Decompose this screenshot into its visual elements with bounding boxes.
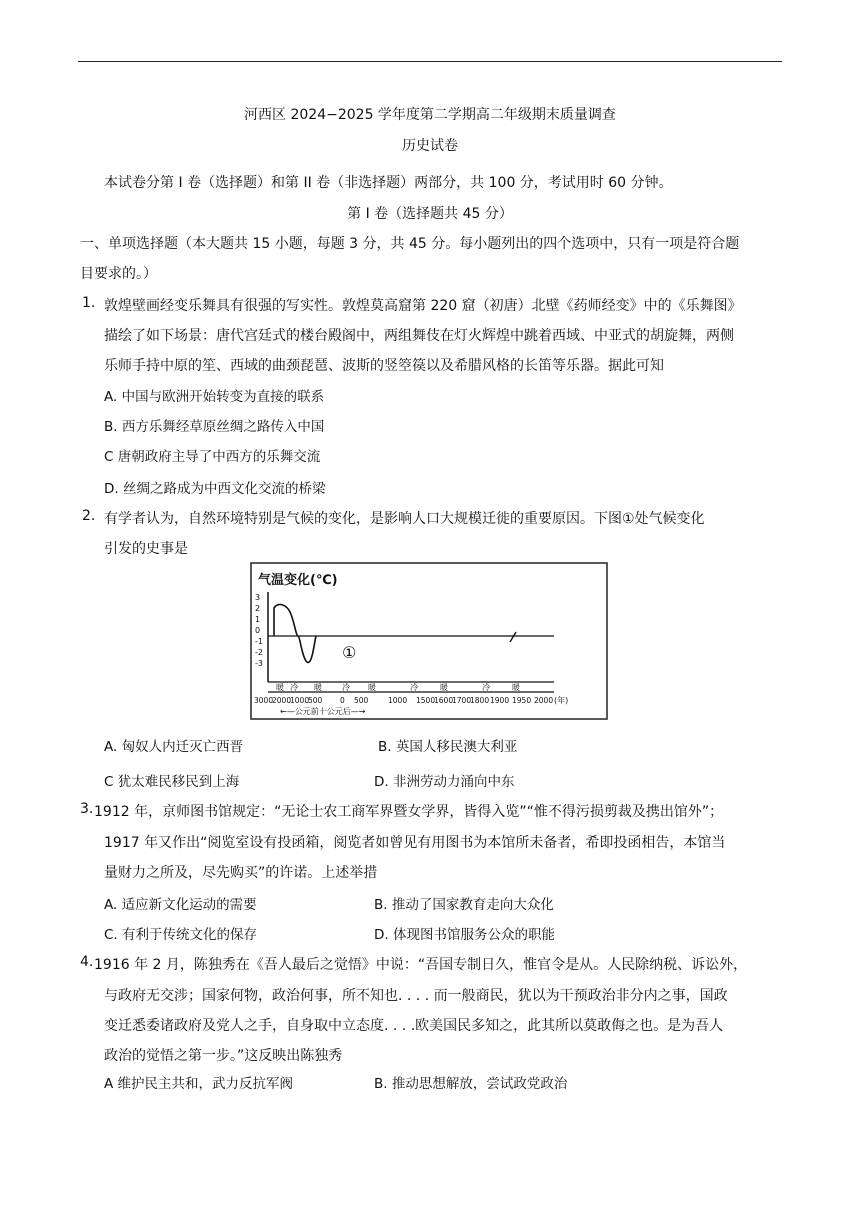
exam-title: 河西区 2024−2025 学年度第二学期高二年级期末质量调查 [244, 107, 616, 123]
y-tick-label: 0 [255, 626, 261, 635]
x-tick-label: 1900 [490, 696, 510, 705]
period-label: 暖 [276, 683, 284, 692]
x-tick-label: 1000 [388, 696, 408, 705]
question-4-line-2: 与政府无交涉；国家何物，政治何事，所不知也. . . . 而一般商民，犹以为干预政治非分内之事，国政 [104, 988, 728, 1004]
x-tick-label: 1600 [434, 696, 454, 705]
question-4-line-4: 政治的觉悟之第一步。”这反映出陈独秀 [104, 1048, 343, 1064]
top-rule [78, 61, 782, 62]
question-2-number: 2. [82, 508, 96, 524]
x-tick-label: 1000 [290, 696, 310, 705]
period-label: 冷 [342, 683, 350, 692]
question-1-option-b[interactable]: B. 西方乐舞经草原丝绸之路传入中国 [104, 419, 325, 435]
period-label: 冷 [482, 683, 490, 692]
x-tick-label: 1800 [470, 696, 490, 705]
question-2-option-b[interactable]: B. 英国人移民澳大利亚 [378, 739, 518, 755]
x-tick-label: 500 [354, 696, 369, 705]
question-4-line-3: 变迁悉委诸政府及党人之手，自身取中立态度. . . .欧美国民多知之，此其所以莫敢侮之也。是为吾人 [104, 1018, 724, 1034]
x-tick-label: 3000 [254, 696, 274, 705]
temperature-chart [250, 562, 608, 720]
question-1-line-2: 描绘了如下场景：唐代宫廷式的楼台殿阁中，两组舞伎在灯火辉煌中跳着西域、中亚式的胡旋舞，两侧 [104, 328, 734, 344]
y-tick-label: -2 [255, 648, 263, 657]
question-3-option-b[interactable]: B. 推动了国家教育走向大众化 [374, 897, 554, 913]
temperature-chart-svg [250, 562, 608, 720]
period-label: 冷 [410, 683, 418, 692]
question-3-option-a[interactable]: A. 适应新文化运动的需要 [104, 897, 257, 913]
exam-intro: 本试卷分第 I 卷（选择题）和第 II 卷（非选择题）两部分，共 100 分，考试用时 60 分钟。 [104, 175, 673, 191]
exam-subject: 历史试卷 [402, 138, 458, 154]
question-1-line-1: 敦煌壁画经变乐舞具有很强的写实性。敦煌莫高窟第 220 窟（初唐）北壁《药师经变》中的《乐舞图》 [104, 298, 742, 314]
question-4-number: 4. [80, 954, 94, 970]
question-4-option-b[interactable]: B. 推动思想解放，尝试政党政治 [374, 1076, 568, 1092]
x-tick-label: 0 [340, 696, 345, 705]
era-label: ←—公元前十公元后—→ [280, 707, 366, 716]
period-label: 冷 [290, 683, 298, 692]
period-label: 暖 [512, 683, 520, 692]
y-tick-label: 1 [255, 615, 261, 624]
question-2-line-2: 引发的史事是 [104, 541, 188, 557]
question-2-option-c[interactable]: C 犹太难民移民到上海 [104, 774, 240, 790]
chart-title: 气温变化(℃) [258, 573, 338, 588]
marker-1: ① [342, 643, 357, 662]
x-tick-label: 2000 [272, 696, 292, 705]
question-3-option-c[interactable]: C. 有利于传统文化的保存 [104, 927, 258, 943]
x-tick-label: 1700 [452, 696, 472, 705]
question-3-number: 3. [80, 801, 94, 817]
question-1-option-a[interactable]: A. 中国与欧洲开始转变为直接的联系 [104, 389, 325, 405]
question-1-option-c[interactable]: C 唐朝政府主导了中西方的乐舞交流 [104, 449, 321, 465]
x-tick-label: 2000 [534, 696, 554, 705]
question-1-number: 1. [82, 295, 96, 311]
x-tick-labels [254, 696, 553, 705]
section-instruction-line-1: 一、单项选择题（本大题共 15 小题，每题 3 分，共 45 分。每小题列出的四个选项中，只有一项是符合题 [80, 236, 740, 252]
y-tick-label: 2 [255, 604, 261, 613]
x-tick-label: 1950 [512, 696, 532, 705]
x-tick-label: 500 [308, 696, 323, 705]
question-4-option-a[interactable]: A 维护民主共和，武力反抗军阀 [104, 1076, 294, 1092]
y-tick-label: 3 [255, 593, 261, 602]
question-1-line-3: 乐师手持中原的笙、西域的曲颈琵琶、波斯的竖箜篌以及希腊风格的长笛等乐器。据此可知 [104, 358, 664, 374]
period-label: 暖 [314, 683, 322, 692]
x-unit: (年) [554, 696, 569, 705]
x-tick-label: 1500 [416, 696, 436, 705]
question-4-line-1: 1916 年 2 月，陈独秀在《吾人最后之觉悟》中说：“吾国专制日久，惟官令是从。人民除纳税、诉讼外， [94, 957, 748, 973]
part-one-heading: 第 I 卷（选择题共 45 分） [347, 206, 513, 222]
y-tick-label: -1 [255, 637, 263, 646]
question-3-option-d[interactable]: D. 体现图书馆服务公众的职能 [374, 927, 555, 943]
y-tick-label: -3 [255, 659, 263, 668]
question-3-line-1: 1912 年，京师图书馆规定：“无论士农工商军界暨女学界，皆得入览”“惟不得污损剪裁及携出馆外”； [94, 804, 724, 820]
question-3-line-3: 量财力之所及，尽先购买”的许诺。上述举措 [104, 865, 378, 881]
period-label: 暖 [440, 683, 448, 692]
question-3-line-2: 1917 年又作出“阅览室设有投函箱，阅览者如曾见有用图书为本馆所未备者，希即投函相告，本馆当 [104, 835, 726, 851]
period-label: 暖 [368, 683, 376, 692]
question-2-option-a[interactable]: A. 匈奴人内迁灭亡西晋 [104, 739, 244, 755]
question-2-line-1: 有学者认为，自然环境特别是气候的变化，是影响人口大规模迁徙的重要原因。下图①处气候变化 [104, 511, 705, 527]
section-instruction-line-2: 目要求的。） [80, 266, 157, 282]
question-2-option-d[interactable]: D. 非洲劳动力涌向中东 [374, 774, 515, 790]
question-1-option-d[interactable]: D. 丝绸之路成为中西文化交流的桥梁 [104, 481, 326, 497]
